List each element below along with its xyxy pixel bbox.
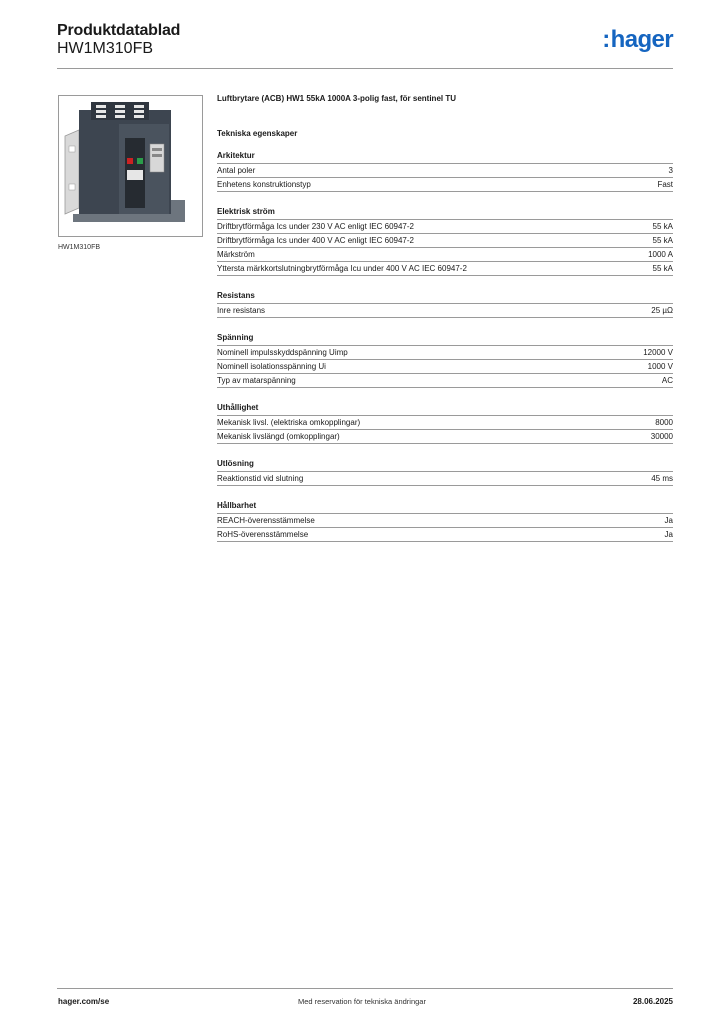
spec-section: [217, 402, 673, 444]
spec-row: [217, 472, 673, 486]
spec-label: Driftbrytförmåga Ics under 400 V AC enligt IEC 60947-2: [217, 236, 414, 245]
spec-row: [217, 416, 673, 430]
product-image-caption: HW1M310FB: [58, 244, 101, 251]
spec-row: [217, 220, 673, 234]
spec-row: [217, 262, 673, 276]
spec-label: Mekanisk livsl. (elektriska omkopplingar): [217, 418, 361, 427]
spec-value: Ja: [664, 530, 673, 539]
product-description: Luftbrytare (ACB) HW1 55kA 1000A 3-polig fast, för sentinel TU: [217, 94, 456, 103]
spec-row: [217, 430, 673, 444]
spec-section: [217, 332, 673, 388]
section-title: Spänning: [217, 332, 673, 346]
section-title: Elektrisk ström: [217, 206, 673, 220]
spec-label: RoHS-överensstämmelse: [217, 530, 309, 539]
spec-section: [217, 290, 673, 318]
spec-row: [217, 374, 673, 388]
product-image: [58, 95, 203, 237]
spec-label: REACH-överensstämmelse: [217, 516, 315, 525]
air-circuit-breaker-illustration: [59, 96, 202, 236]
spec-value: 45 ms: [651, 474, 673, 483]
spec-row: [217, 304, 673, 318]
spec-value: AC: [661, 376, 673, 385]
page-header: [57, 20, 673, 70]
footer-disclaimer: Med reservation för tekniska ändringar: [298, 997, 426, 1006]
spec-row: [217, 346, 673, 360]
spec-label: Mekanisk livslängd (omkopplingar): [217, 432, 340, 441]
spec-row: [217, 528, 673, 542]
spec-value: 1000 V: [647, 362, 673, 371]
footer-date: 28.06.2025: [632, 997, 673, 1006]
spec-section: [217, 500, 673, 542]
spec-value: 8000: [655, 418, 673, 427]
spec-label: Märkström: [217, 250, 255, 259]
spec-value: 55 kA: [652, 222, 673, 231]
specification-sections: [217, 150, 673, 542]
spec-label: Inre resistans: [217, 306, 266, 315]
spec-label: Nominell impulsskyddspänning Uimp: [217, 348, 348, 357]
spec-row: [217, 360, 673, 374]
spec-value: Fast: [657, 180, 673, 189]
spec-label: Yttersta märkkortslutningbrytförmåga Icu under 400 V AC IEC 60947-2: [217, 264, 467, 273]
section-title: Hållbarhet: [217, 500, 673, 514]
section-title: Utlösning: [217, 458, 673, 472]
spec-row: [217, 164, 673, 178]
spec-label: Reaktionstid vid slutning: [217, 474, 304, 483]
footer-website: hager.com/se: [58, 997, 110, 1006]
section-title: Arkitektur: [217, 150, 673, 164]
spec-label: Enhetens konstruktionstyp: [217, 180, 311, 189]
section-title: Uthållighet: [217, 402, 673, 416]
technical-properties-heading: Tekniska egenskaper: [217, 129, 298, 138]
spec-label: Typ av matarspänning: [217, 376, 296, 385]
document-title: Produktdatablad: [57, 22, 181, 39]
spec-label: Nominell isolationsspänning Ui: [217, 362, 326, 371]
specifications-content: [217, 92, 673, 542]
header-divider: [57, 68, 673, 69]
footer-divider: [57, 988, 673, 989]
spec-label: Antal poler: [217, 166, 256, 175]
spec-value: Ja: [664, 516, 673, 525]
spec-section: [217, 458, 673, 486]
product-code: HW1M310FB: [57, 40, 154, 57]
spec-value: 12000 V: [643, 348, 673, 357]
spec-value: 3: [668, 166, 673, 175]
spec-section: [217, 206, 673, 276]
section-title: Resistans: [217, 290, 673, 304]
spec-row: [217, 248, 673, 262]
spec-row: [217, 514, 673, 528]
spec-value: 30000: [650, 432, 673, 441]
spec-value: 25 µΩ: [651, 306, 673, 315]
spec-label: Driftbrytförmåga Ics under 230 V AC enligt IEC 60947-2: [217, 222, 414, 231]
hager-logo: :hager: [602, 26, 673, 53]
spec-section: [217, 150, 673, 192]
spec-value: 55 kA: [652, 264, 673, 273]
spec-value: 1000 A: [648, 250, 673, 259]
spec-row: [217, 234, 673, 248]
spec-value: 55 kA: [652, 236, 673, 245]
spec-row: [217, 178, 673, 192]
